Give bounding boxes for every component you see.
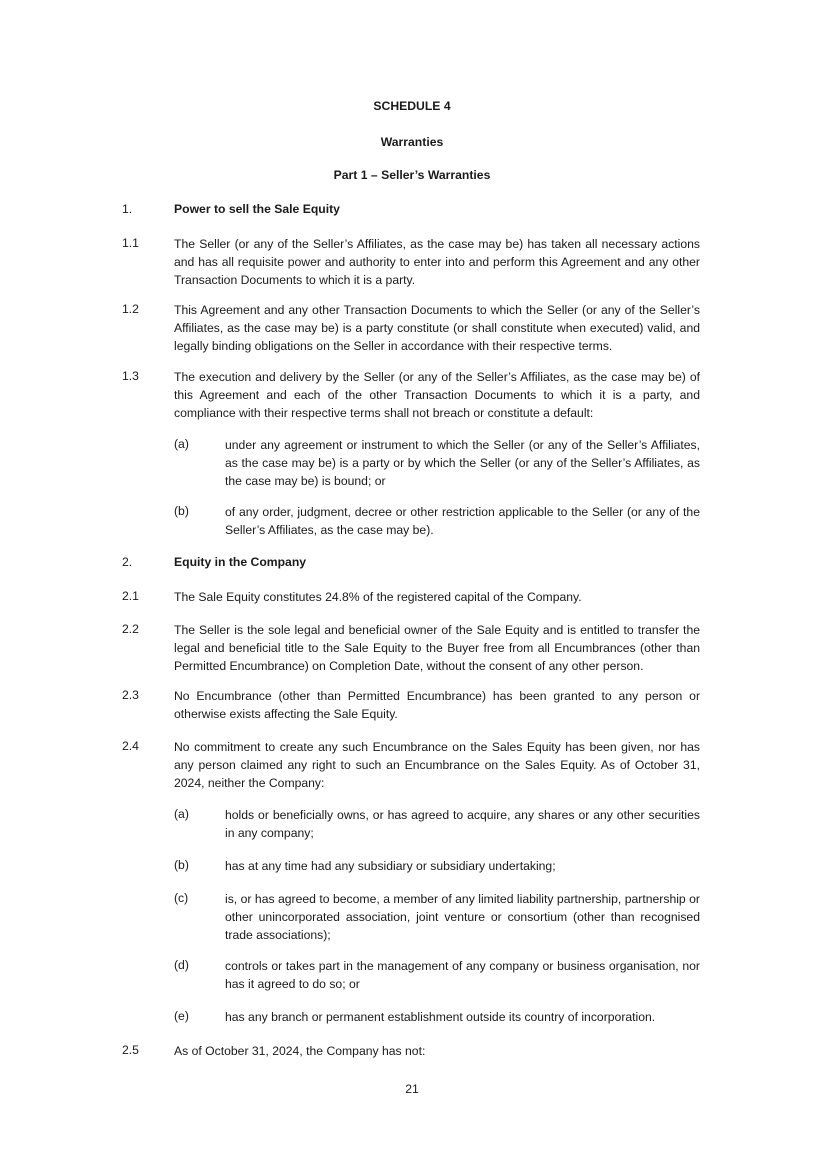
subclause-text: controls or takes part in the management of any company or business organisation, nor has it agreed to do so; or [225,959,700,991]
section-heading: Equity in the Company [174,555,307,569]
clause-text: The Seller (or any of the Seller’s Affiliates, as the case may be) has taken all necessary actions and has all requisite power and authority to enter into and perform this Agreement and any other Transaction Documents to which it is a party. [174,237,700,287]
section-number: 2. [122,555,133,569]
subclause-number: (b) [174,504,189,518]
clause-text: As of October 31, 2024, the Company has not: [174,1044,426,1058]
subclause-number: (a) [174,807,189,821]
schedule-title: SCHEDULE 4 [373,99,451,113]
subclause-number: (d) [174,958,189,972]
subclause-text: is, or has agreed to become, a member of any limited liability partnership, partnership or other unincorporated association, joint venture or consortium (other than recognised trade associations); [225,892,700,942]
clause-number: 2.1 [122,589,139,603]
clause-text: This Agreement and any other Transaction Documents to which the Seller (or any of the Seller’s Affiliates, as the case may be) is a party constitute (or shall constitute when executed) valid, and legally binding obligations on the Seller in accordance with their respective terms. [174,303,700,353]
clause-number: 1.1 [122,236,139,250]
subclause-text: under any agreement or instrument to which the Seller (or any of the Seller’s Affiliates, as the case may be) is a party or by which the Seller (or any of the Seller’s Affiliates, as the case may be) is bound; or [225,438,700,488]
clause-number: 1.3 [122,369,139,383]
part-title: Part 1 – Seller’s Warranties [333,168,491,182]
section-heading: Power to sell the Sale Equity [174,202,340,216]
clause-text: The Sale Equity constitutes 24.8% of the registered capital of the Company. [174,590,582,604]
section-number: 1. [122,202,133,216]
subclause-number: (a) [174,437,189,451]
subclause-text: has any branch or permanent establishment outside its country of incorporation. [225,1010,656,1024]
clause-text: The execution and delivery by the Seller (or any of the Seller’s Affiliates, as the case may be) of this Agreement and each of the other Transaction Documents to which it is a party, and compliance with their respective terms shall not breach or constitute a default: [174,370,700,420]
page-number: 21 [405,1082,419,1096]
clause-number: 1.2 [122,302,139,316]
subclause-number: (c) [174,891,189,905]
subclause-text: holds or beneficially owns, or has agreed to acquire, any shares or any other securities in any company; [225,808,700,840]
subtitle: Warranties [380,135,444,149]
clause-number: 2.2 [122,622,139,636]
subclause-number: (e) [174,1009,189,1023]
clause-text: No commitment to create any such Encumbrance on the Sales Equity has been given, nor has any person claimed any right to such an Encumbrance on the Sales Equity. As of October 31, 2024, neither the Company: [174,740,700,790]
clause-number: 2.5 [122,1043,139,1057]
subclause-text: has at any time had any subsidiary or subsidiary undertaking; [225,859,556,873]
clause-text: The Seller is the sole legal and beneficial owner of the Sale Equity and is entitled to transfer the legal and beneficial title to the Sale Equity to the Buyer free from all Encumbrances (other than Permitted Encumbrance) on Completion Date, without the consent of any other person. [174,623,700,673]
subclause-text: of any order, judgment, decree or other restriction applicable to the Seller (or any of the Seller’s Affiliates, as the case may be). [225,505,700,537]
clause-text: No Encumbrance (other than Permitted Encumbrance) has been granted to any person or otherwise exists affecting the Sale Equity. [174,689,700,721]
subclause-number: (b) [174,858,189,872]
clause-number: 2.4 [122,739,139,753]
clause-number: 2.3 [122,688,139,702]
